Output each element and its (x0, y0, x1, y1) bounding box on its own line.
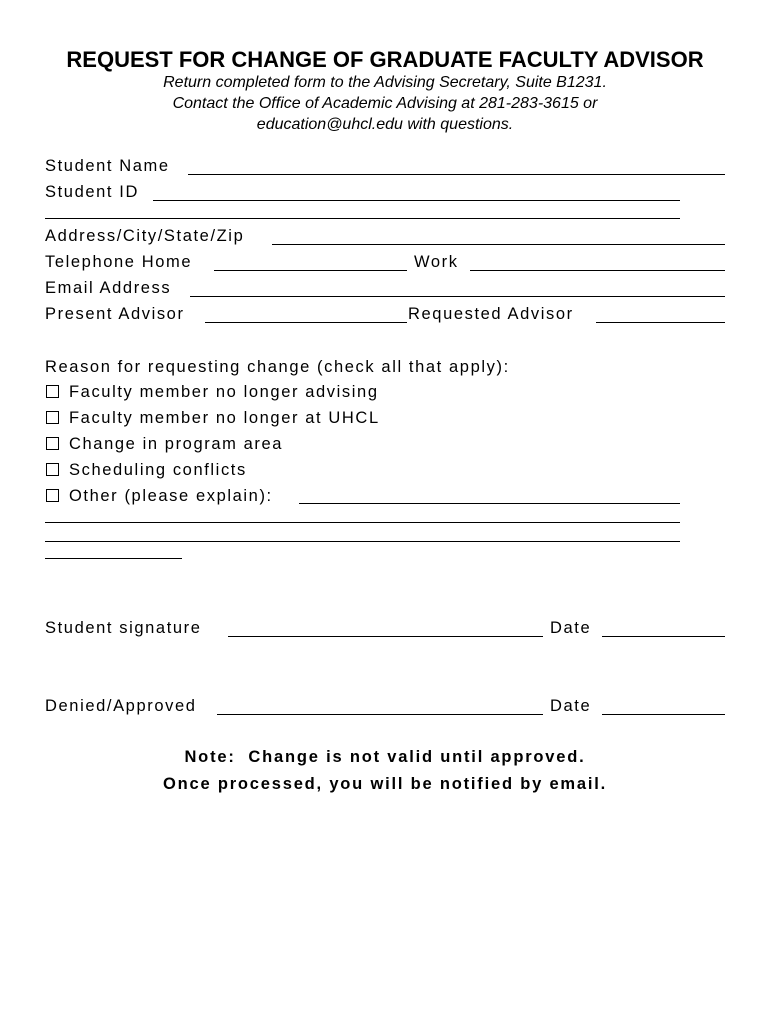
reason-label: Faculty member no longer at UHCL (69, 409, 380, 427)
reason-option (46, 461, 247, 480)
telephone-home-label: Telephone Home (45, 253, 193, 271)
email-field[interactable] (190, 296, 725, 297)
address-field[interactable] (272, 244, 725, 245)
instructions-line-2: Contact the Office of Academic Advising at 281-283-3615 or (172, 95, 598, 112)
student-name-field[interactable] (188, 174, 725, 175)
reason-label: Scheduling conflicts (69, 461, 247, 479)
reason-option (46, 435, 283, 454)
instructions-line-3: education@uhcl.edu with questions. (256, 116, 514, 133)
note-line-2: Once processed, you will be notified by email. (162, 775, 608, 793)
email-label: Email Address (45, 279, 172, 297)
other-explain-field-line-4[interactable] (45, 558, 182, 559)
instructions-line-1: Return completed form to the Advising Secretary, Suite B1231. (163, 74, 607, 91)
requested-advisor-label: Requested Advisor (408, 305, 574, 323)
student-signature-label: Student signature (45, 619, 202, 637)
denied-approved-label: Denied/Approved (45, 697, 197, 715)
work-phone-field[interactable] (470, 270, 725, 271)
checkbox-change-program-area[interactable] (46, 437, 59, 450)
student-id-field-continued[interactable] (45, 218, 680, 219)
address-label: Address/City/State/Zip (45, 227, 245, 245)
student-signature-field[interactable] (228, 636, 543, 637)
reason-label: Other (please explain): (69, 487, 273, 505)
requested-advisor-field[interactable] (596, 322, 725, 323)
student-id-field[interactable] (153, 200, 680, 201)
other-explain-field-line-3[interactable] (45, 541, 680, 542)
note-line-1: Note: Change is not valid until approved. (184, 748, 586, 766)
reason-label: Change in program area (69, 435, 284, 453)
signature-date-field[interactable] (602, 636, 725, 637)
form-title: REQUEST FOR CHANGE OF GRADUATE FACULTY ADVISOR (66, 47, 704, 72)
work-phone-label: Work (414, 253, 459, 271)
approval-date-field[interactable] (602, 714, 725, 715)
checkbox-no-longer-at-uhcl[interactable] (46, 411, 59, 424)
signature-date-label: Date (550, 619, 592, 637)
present-advisor-field[interactable] (205, 322, 407, 323)
checkbox-other[interactable] (46, 489, 59, 502)
reason-option (46, 409, 380, 428)
checkbox-no-longer-advising[interactable] (46, 385, 59, 398)
reason-label: Faculty member no longer advising (69, 383, 379, 401)
reason-option (46, 487, 273, 506)
present-advisor-label: Present Advisor (45, 305, 185, 323)
student-name-label: Student Name (45, 157, 170, 175)
student-id-label: Student ID (45, 183, 139, 201)
denied-approved-field[interactable] (217, 714, 543, 715)
checkbox-scheduling-conflicts[interactable] (46, 463, 59, 476)
approval-date-label: Date (550, 697, 592, 715)
reason-option (46, 383, 379, 402)
other-explain-field-line-2[interactable] (45, 522, 680, 523)
reasons-heading: Reason for requesting change (check all that apply): (45, 358, 510, 376)
other-explain-field[interactable] (299, 503, 680, 504)
telephone-home-field[interactable] (214, 270, 407, 271)
